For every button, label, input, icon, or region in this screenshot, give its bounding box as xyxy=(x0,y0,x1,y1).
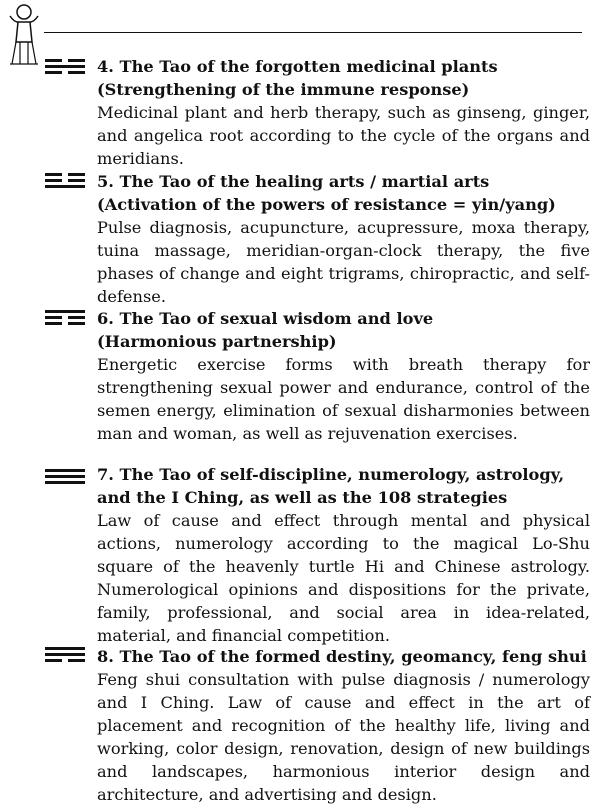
trigram-icon xyxy=(45,173,85,191)
section-subtitle: (Strengthening of the immune response) xyxy=(97,80,470,99)
section-title: 4. The Tao of the forgotten medicinal plants xyxy=(97,57,498,76)
section-title: 6. The Tao of sexual wisdom and love xyxy=(97,309,434,328)
section-title: 7. The Tao of self-discipline, numerology, astrology, and the I Ching, as well as the 108 strategies xyxy=(97,465,565,507)
trigram-icon xyxy=(45,469,85,487)
section-body: Pulse diagnosis, acupuncture, acupressure, moxa therapy, tuina massage, meridian-organ-clock therapy, the five phases of change and eight trigrams, chiropractic, and self-defense. xyxy=(97,218,590,306)
section-subtitle: (Activation of the powers of resistance = yin/yang) xyxy=(97,195,556,214)
section-body: Energetic exercise forms with breath therapy for strengthening sexual power and endurance, control of the semen energy, elimination of sexual disharmonies between man and woman, as well as rejuvenation exercises. xyxy=(97,355,590,443)
trigram-icon xyxy=(45,59,85,77)
section-title: 5. The Tao of the healing arts / martial arts xyxy=(97,172,490,191)
section-body: Feng shui consultation with pulse diagnosis / numerology and I Ching. Law of cause and effect in the art of placement and recognition of the healthy life, living and working, color design, renovation, design of new buildings and landscapes, harmonious interior design and architecture, and advertising and design. xyxy=(97,670,590,804)
trigram-icon xyxy=(45,647,85,665)
header-rule xyxy=(44,32,582,33)
section-body: Medicinal plant and herb therapy, such as ginseng, ginger, and angelica root according to the cycle of the organs and meridians. xyxy=(97,103,590,168)
section-title: 8. The Tao of the formed destiny, geomancy, feng shui xyxy=(97,647,587,666)
trigram-icon xyxy=(45,310,85,328)
section-subtitle: (Harmonious partnership) xyxy=(97,332,337,351)
section-body: Law of cause and effect through mental and physical actions, numerology according to the magical Lo-Shu square of the heavenly turtle Hi and Chinese astrology. Numerological opinions and dispositions for the private, family, professional, and social area in idea-related, material, and financial competition. xyxy=(97,511,590,645)
meditating-figure-icon xyxy=(4,2,44,68)
